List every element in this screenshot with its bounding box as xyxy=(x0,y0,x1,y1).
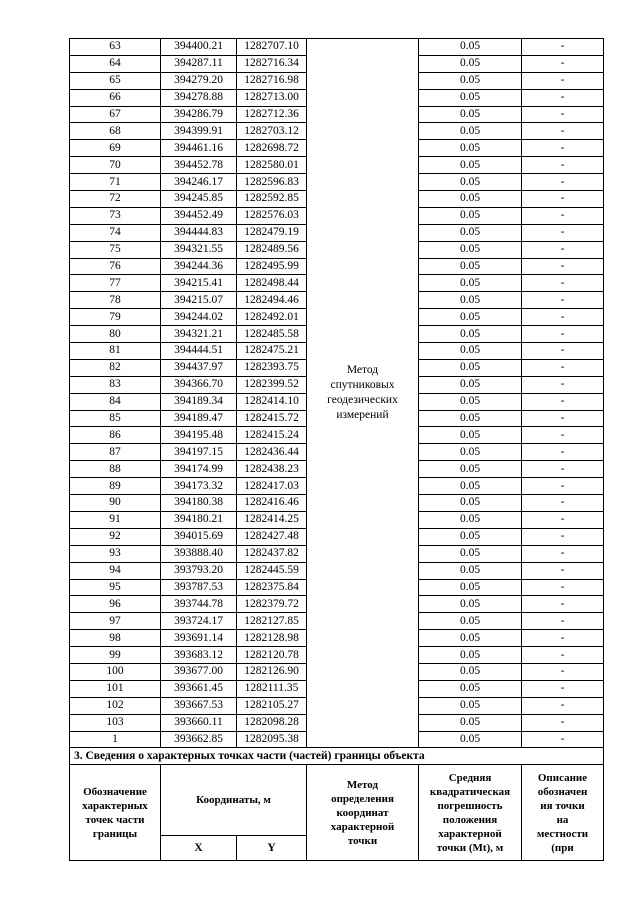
header-description xyxy=(522,765,604,861)
point-number: 103 xyxy=(70,714,161,731)
accuracy: 0.05 xyxy=(419,292,522,309)
boundary-points-table xyxy=(69,38,604,861)
accuracy: 0.05 xyxy=(419,55,522,72)
point-number: 68 xyxy=(70,123,161,140)
point-number: 65 xyxy=(70,72,161,89)
point-number: 94 xyxy=(70,562,161,579)
description: - xyxy=(522,393,604,410)
coord-y: 1282126.90 xyxy=(237,663,307,680)
description: - xyxy=(522,495,604,512)
coord-x: 394015.69 xyxy=(161,528,237,545)
accuracy: 0.05 xyxy=(419,343,522,360)
point-number: 64 xyxy=(70,55,161,72)
header-line: координат xyxy=(336,806,389,819)
point-number: 88 xyxy=(70,461,161,478)
coord-y: 1282479.19 xyxy=(237,224,307,241)
accuracy: 0.05 xyxy=(419,258,522,275)
coord-y: 1282712.36 xyxy=(237,106,307,123)
description: - xyxy=(522,72,604,89)
coord-y: 1282437.82 xyxy=(237,545,307,562)
coord-x: 394180.38 xyxy=(161,495,237,512)
accuracy: 0.05 xyxy=(419,410,522,427)
accuracy: 0.05 xyxy=(419,191,522,208)
accuracy: 0.05 xyxy=(419,140,522,157)
header-method xyxy=(307,765,419,861)
coord-x: 394180.21 xyxy=(161,511,237,528)
description: - xyxy=(522,630,604,647)
accuracy: 0.05 xyxy=(419,663,522,680)
point-number: 72 xyxy=(70,191,161,208)
coord-y: 1282427.48 xyxy=(237,528,307,545)
header-x: X xyxy=(161,836,237,861)
header-line: точки (Mt), м xyxy=(436,841,504,854)
description: - xyxy=(522,309,604,326)
header-row xyxy=(70,765,604,836)
accuracy: 0.05 xyxy=(419,326,522,343)
coord-x: 394278.88 xyxy=(161,89,237,106)
point-number: 83 xyxy=(70,376,161,393)
coord-y: 1282716.98 xyxy=(237,72,307,89)
coord-x: 394437.97 xyxy=(161,359,237,376)
point-number: 66 xyxy=(70,89,161,106)
coord-y: 1282716.34 xyxy=(237,55,307,72)
accuracy: 0.05 xyxy=(419,528,522,545)
coord-x: 394452.78 xyxy=(161,157,237,174)
coord-y: 1282105.27 xyxy=(237,697,307,714)
description: - xyxy=(522,359,604,376)
coord-y: 1282698.72 xyxy=(237,140,307,157)
coord-x: 394215.41 xyxy=(161,275,237,292)
point-number: 74 xyxy=(70,224,161,241)
coord-x: 393677.00 xyxy=(161,663,237,680)
header-line: Описание xyxy=(537,771,588,784)
header-line: положения xyxy=(442,813,498,826)
coord-y: 1282485.58 xyxy=(237,326,307,343)
description: - xyxy=(522,478,604,495)
header-line: Средняя xyxy=(448,771,492,784)
header-line: на xyxy=(556,813,569,826)
description: - xyxy=(522,191,604,208)
coord-x: 393744.78 xyxy=(161,596,237,613)
description: - xyxy=(522,444,604,461)
description: - xyxy=(522,545,604,562)
header-line: Метод xyxy=(346,778,379,791)
point-number: 101 xyxy=(70,680,161,697)
point-number: 91 xyxy=(70,511,161,528)
coord-y: 1282494.46 xyxy=(237,292,307,309)
coord-y: 1282592.85 xyxy=(237,191,307,208)
description: - xyxy=(522,292,604,309)
coord-y: 1282098.28 xyxy=(237,714,307,731)
description: - xyxy=(522,562,604,579)
coord-y: 1282128.98 xyxy=(237,630,307,647)
method-line: Метод xyxy=(346,364,379,377)
accuracy: 0.05 xyxy=(419,106,522,123)
description: - xyxy=(522,511,604,528)
coord-y: 1282495.99 xyxy=(237,258,307,275)
point-number: 89 xyxy=(70,478,161,495)
coord-x: 393660.11 xyxy=(161,714,237,731)
section-title: 3. Сведения о характерных точках части (частей) границы объекта xyxy=(70,748,604,765)
point-number: 93 xyxy=(70,545,161,562)
coord-y: 1282415.72 xyxy=(237,410,307,427)
coord-y: 1282498.44 xyxy=(237,275,307,292)
header-coordinates: Координаты, м xyxy=(161,765,307,836)
coord-y: 1282576.03 xyxy=(237,207,307,224)
coord-y: 1282416.46 xyxy=(237,495,307,512)
coord-x: 393691.14 xyxy=(161,630,237,647)
accuracy: 0.05 xyxy=(419,72,522,89)
description: - xyxy=(522,224,604,241)
coord-y: 1282415.24 xyxy=(237,427,307,444)
header-line: Обозначение xyxy=(83,785,147,798)
description: - xyxy=(522,275,604,292)
coord-x: 394189.47 xyxy=(161,410,237,427)
point-number: 87 xyxy=(70,444,161,461)
coord-y: 1282111.35 xyxy=(237,680,307,697)
coord-y: 1282436.44 xyxy=(237,444,307,461)
description: - xyxy=(522,157,604,174)
coord-x: 394444.83 xyxy=(161,224,237,241)
accuracy: 0.05 xyxy=(419,545,522,562)
header-line: определения xyxy=(331,792,394,805)
point-number: 77 xyxy=(70,275,161,292)
accuracy: 0.05 xyxy=(419,562,522,579)
accuracy: 0.05 xyxy=(419,495,522,512)
coord-x: 394244.02 xyxy=(161,309,237,326)
description: - xyxy=(522,680,604,697)
method-line: спутниковых xyxy=(330,379,395,392)
coord-x: 394366.70 xyxy=(161,376,237,393)
coord-y: 1282120.78 xyxy=(237,647,307,664)
header-accuracy xyxy=(419,765,522,861)
header-line: обозначен xyxy=(537,785,588,798)
coord-y: 1282445.59 xyxy=(237,562,307,579)
accuracy: 0.05 xyxy=(419,241,522,258)
coord-x: 394189.34 xyxy=(161,393,237,410)
description: - xyxy=(522,579,604,596)
accuracy: 0.05 xyxy=(419,359,522,376)
coord-x: 393888.40 xyxy=(161,545,237,562)
coord-x: 394400.21 xyxy=(161,39,237,56)
point-number: 90 xyxy=(70,495,161,512)
coord-y: 1282713.00 xyxy=(237,89,307,106)
point-number: 1 xyxy=(70,731,161,748)
accuracy: 0.05 xyxy=(419,224,522,241)
point-number: 92 xyxy=(70,528,161,545)
section-row xyxy=(70,748,604,765)
method-line: измерений xyxy=(336,409,389,422)
coord-x: 394321.21 xyxy=(161,326,237,343)
header-line: (при xyxy=(551,841,574,854)
accuracy: 0.05 xyxy=(419,511,522,528)
description: - xyxy=(522,326,604,343)
coord-x: 394452.49 xyxy=(161,207,237,224)
coord-x: 394286.79 xyxy=(161,106,237,123)
coord-x: 394245.85 xyxy=(161,191,237,208)
point-number: 63 xyxy=(70,39,161,56)
point-number: 69 xyxy=(70,140,161,157)
description: - xyxy=(522,731,604,748)
point-number: 67 xyxy=(70,106,161,123)
header-line: характерной xyxy=(330,820,395,833)
point-number: 80 xyxy=(70,326,161,343)
point-number: 70 xyxy=(70,157,161,174)
description: - xyxy=(522,55,604,72)
description: - xyxy=(522,39,604,56)
coord-x: 394197.15 xyxy=(161,444,237,461)
accuracy: 0.05 xyxy=(419,123,522,140)
accuracy: 0.05 xyxy=(419,376,522,393)
accuracy: 0.05 xyxy=(419,478,522,495)
point-number: 76 xyxy=(70,258,161,275)
coord-y: 1282703.12 xyxy=(237,123,307,140)
coord-x: 394321.55 xyxy=(161,241,237,258)
point-number: 81 xyxy=(70,343,161,360)
description: - xyxy=(522,528,604,545)
description: - xyxy=(522,343,604,360)
point-number: 71 xyxy=(70,174,161,191)
coord-y: 1282580.01 xyxy=(237,157,307,174)
coord-y: 1282438.23 xyxy=(237,461,307,478)
accuracy: 0.05 xyxy=(419,89,522,106)
coord-x: 394244.36 xyxy=(161,258,237,275)
coord-y: 1282095.38 xyxy=(237,731,307,748)
coord-y: 1282417.03 xyxy=(237,478,307,495)
description: - xyxy=(522,613,604,630)
point-number: 96 xyxy=(70,596,161,613)
description: - xyxy=(522,174,604,191)
point-number: 100 xyxy=(70,663,161,680)
description: - xyxy=(522,410,604,427)
coord-x: 393724.17 xyxy=(161,613,237,630)
header-line: местности xyxy=(536,827,589,840)
accuracy: 0.05 xyxy=(419,174,522,191)
header-line: погрешность xyxy=(437,799,503,812)
accuracy: 0.05 xyxy=(419,714,522,731)
table-body xyxy=(70,39,604,861)
coord-x: 394287.11 xyxy=(161,55,237,72)
header-line: характерной xyxy=(438,827,502,840)
accuracy: 0.05 xyxy=(419,461,522,478)
accuracy: 0.05 xyxy=(419,647,522,664)
accuracy: 0.05 xyxy=(419,157,522,174)
description: - xyxy=(522,258,604,275)
point-number: 85 xyxy=(70,410,161,427)
point-number: 82 xyxy=(70,359,161,376)
coord-x: 394173.32 xyxy=(161,478,237,495)
accuracy: 0.05 xyxy=(419,731,522,748)
header-line: границы xyxy=(92,827,138,840)
header-line: точки xyxy=(347,834,378,847)
coord-y: 1282492.01 xyxy=(237,309,307,326)
accuracy: 0.05 xyxy=(419,444,522,461)
description: - xyxy=(522,376,604,393)
point-number: 97 xyxy=(70,613,161,630)
description: - xyxy=(522,140,604,157)
coord-y: 1282375.84 xyxy=(237,579,307,596)
method-cell xyxy=(307,39,419,748)
description: - xyxy=(522,461,604,478)
point-number: 99 xyxy=(70,647,161,664)
point-number: 75 xyxy=(70,241,161,258)
description: - xyxy=(522,207,604,224)
description: - xyxy=(522,697,604,714)
description: - xyxy=(522,596,604,613)
header-line: ия точки xyxy=(540,799,585,812)
coord-x: 394174.99 xyxy=(161,461,237,478)
coord-x: 393661.45 xyxy=(161,680,237,697)
description: - xyxy=(522,241,604,258)
header-line: точек части xyxy=(85,813,145,826)
description: - xyxy=(522,106,604,123)
accuracy: 0.05 xyxy=(419,613,522,630)
accuracy: 0.05 xyxy=(419,596,522,613)
description: - xyxy=(522,89,604,106)
accuracy: 0.05 xyxy=(419,309,522,326)
coord-y: 1282127.85 xyxy=(237,613,307,630)
point-number: 86 xyxy=(70,427,161,444)
method-line: геодезических xyxy=(327,394,398,407)
coord-y: 1282399.52 xyxy=(237,376,307,393)
header-line: квадратическая xyxy=(429,785,511,798)
coord-x: 393793.20 xyxy=(161,562,237,579)
accuracy: 0.05 xyxy=(419,697,522,714)
description: - xyxy=(522,663,604,680)
description: - xyxy=(522,714,604,731)
accuracy: 0.05 xyxy=(419,39,522,56)
point-number: 78 xyxy=(70,292,161,309)
description: - xyxy=(522,647,604,664)
coord-y: 1282596.83 xyxy=(237,174,307,191)
point-number: 102 xyxy=(70,697,161,714)
header-line: характерных xyxy=(82,799,148,812)
accuracy: 0.05 xyxy=(419,579,522,596)
coord-x: 393683.12 xyxy=(161,647,237,664)
point-number: 84 xyxy=(70,393,161,410)
header-point-designation xyxy=(70,765,161,861)
coord-x: 393787.53 xyxy=(161,579,237,596)
table-row xyxy=(70,39,604,56)
accuracy: 0.05 xyxy=(419,680,522,697)
accuracy: 0.05 xyxy=(419,393,522,410)
coord-y: 1282414.25 xyxy=(237,511,307,528)
header-y: Y xyxy=(237,836,307,861)
coord-x: 394215.07 xyxy=(161,292,237,309)
coord-x: 394246.17 xyxy=(161,174,237,191)
point-number: 79 xyxy=(70,309,161,326)
point-number: 98 xyxy=(70,630,161,647)
description: - xyxy=(522,427,604,444)
accuracy: 0.05 xyxy=(419,275,522,292)
coord-y: 1282414.10 xyxy=(237,393,307,410)
coord-x: 394195.48 xyxy=(161,427,237,444)
coord-x: 393667.53 xyxy=(161,697,237,714)
coord-x: 394399.91 xyxy=(161,123,237,140)
coord-x: 394444.51 xyxy=(161,343,237,360)
accuracy: 0.05 xyxy=(419,427,522,444)
point-number: 73 xyxy=(70,207,161,224)
coord-x: 393662.85 xyxy=(161,731,237,748)
description: - xyxy=(522,123,604,140)
coord-x: 394461.16 xyxy=(161,140,237,157)
accuracy: 0.05 xyxy=(419,207,522,224)
coord-y: 1282379.72 xyxy=(237,596,307,613)
accuracy: 0.05 xyxy=(419,630,522,647)
coord-y: 1282393.75 xyxy=(237,359,307,376)
coord-y: 1282475.21 xyxy=(237,343,307,360)
point-number: 95 xyxy=(70,579,161,596)
coord-y: 1282489.56 xyxy=(237,241,307,258)
coord-y: 1282707.10 xyxy=(237,39,307,56)
coord-x: 394279.20 xyxy=(161,72,237,89)
